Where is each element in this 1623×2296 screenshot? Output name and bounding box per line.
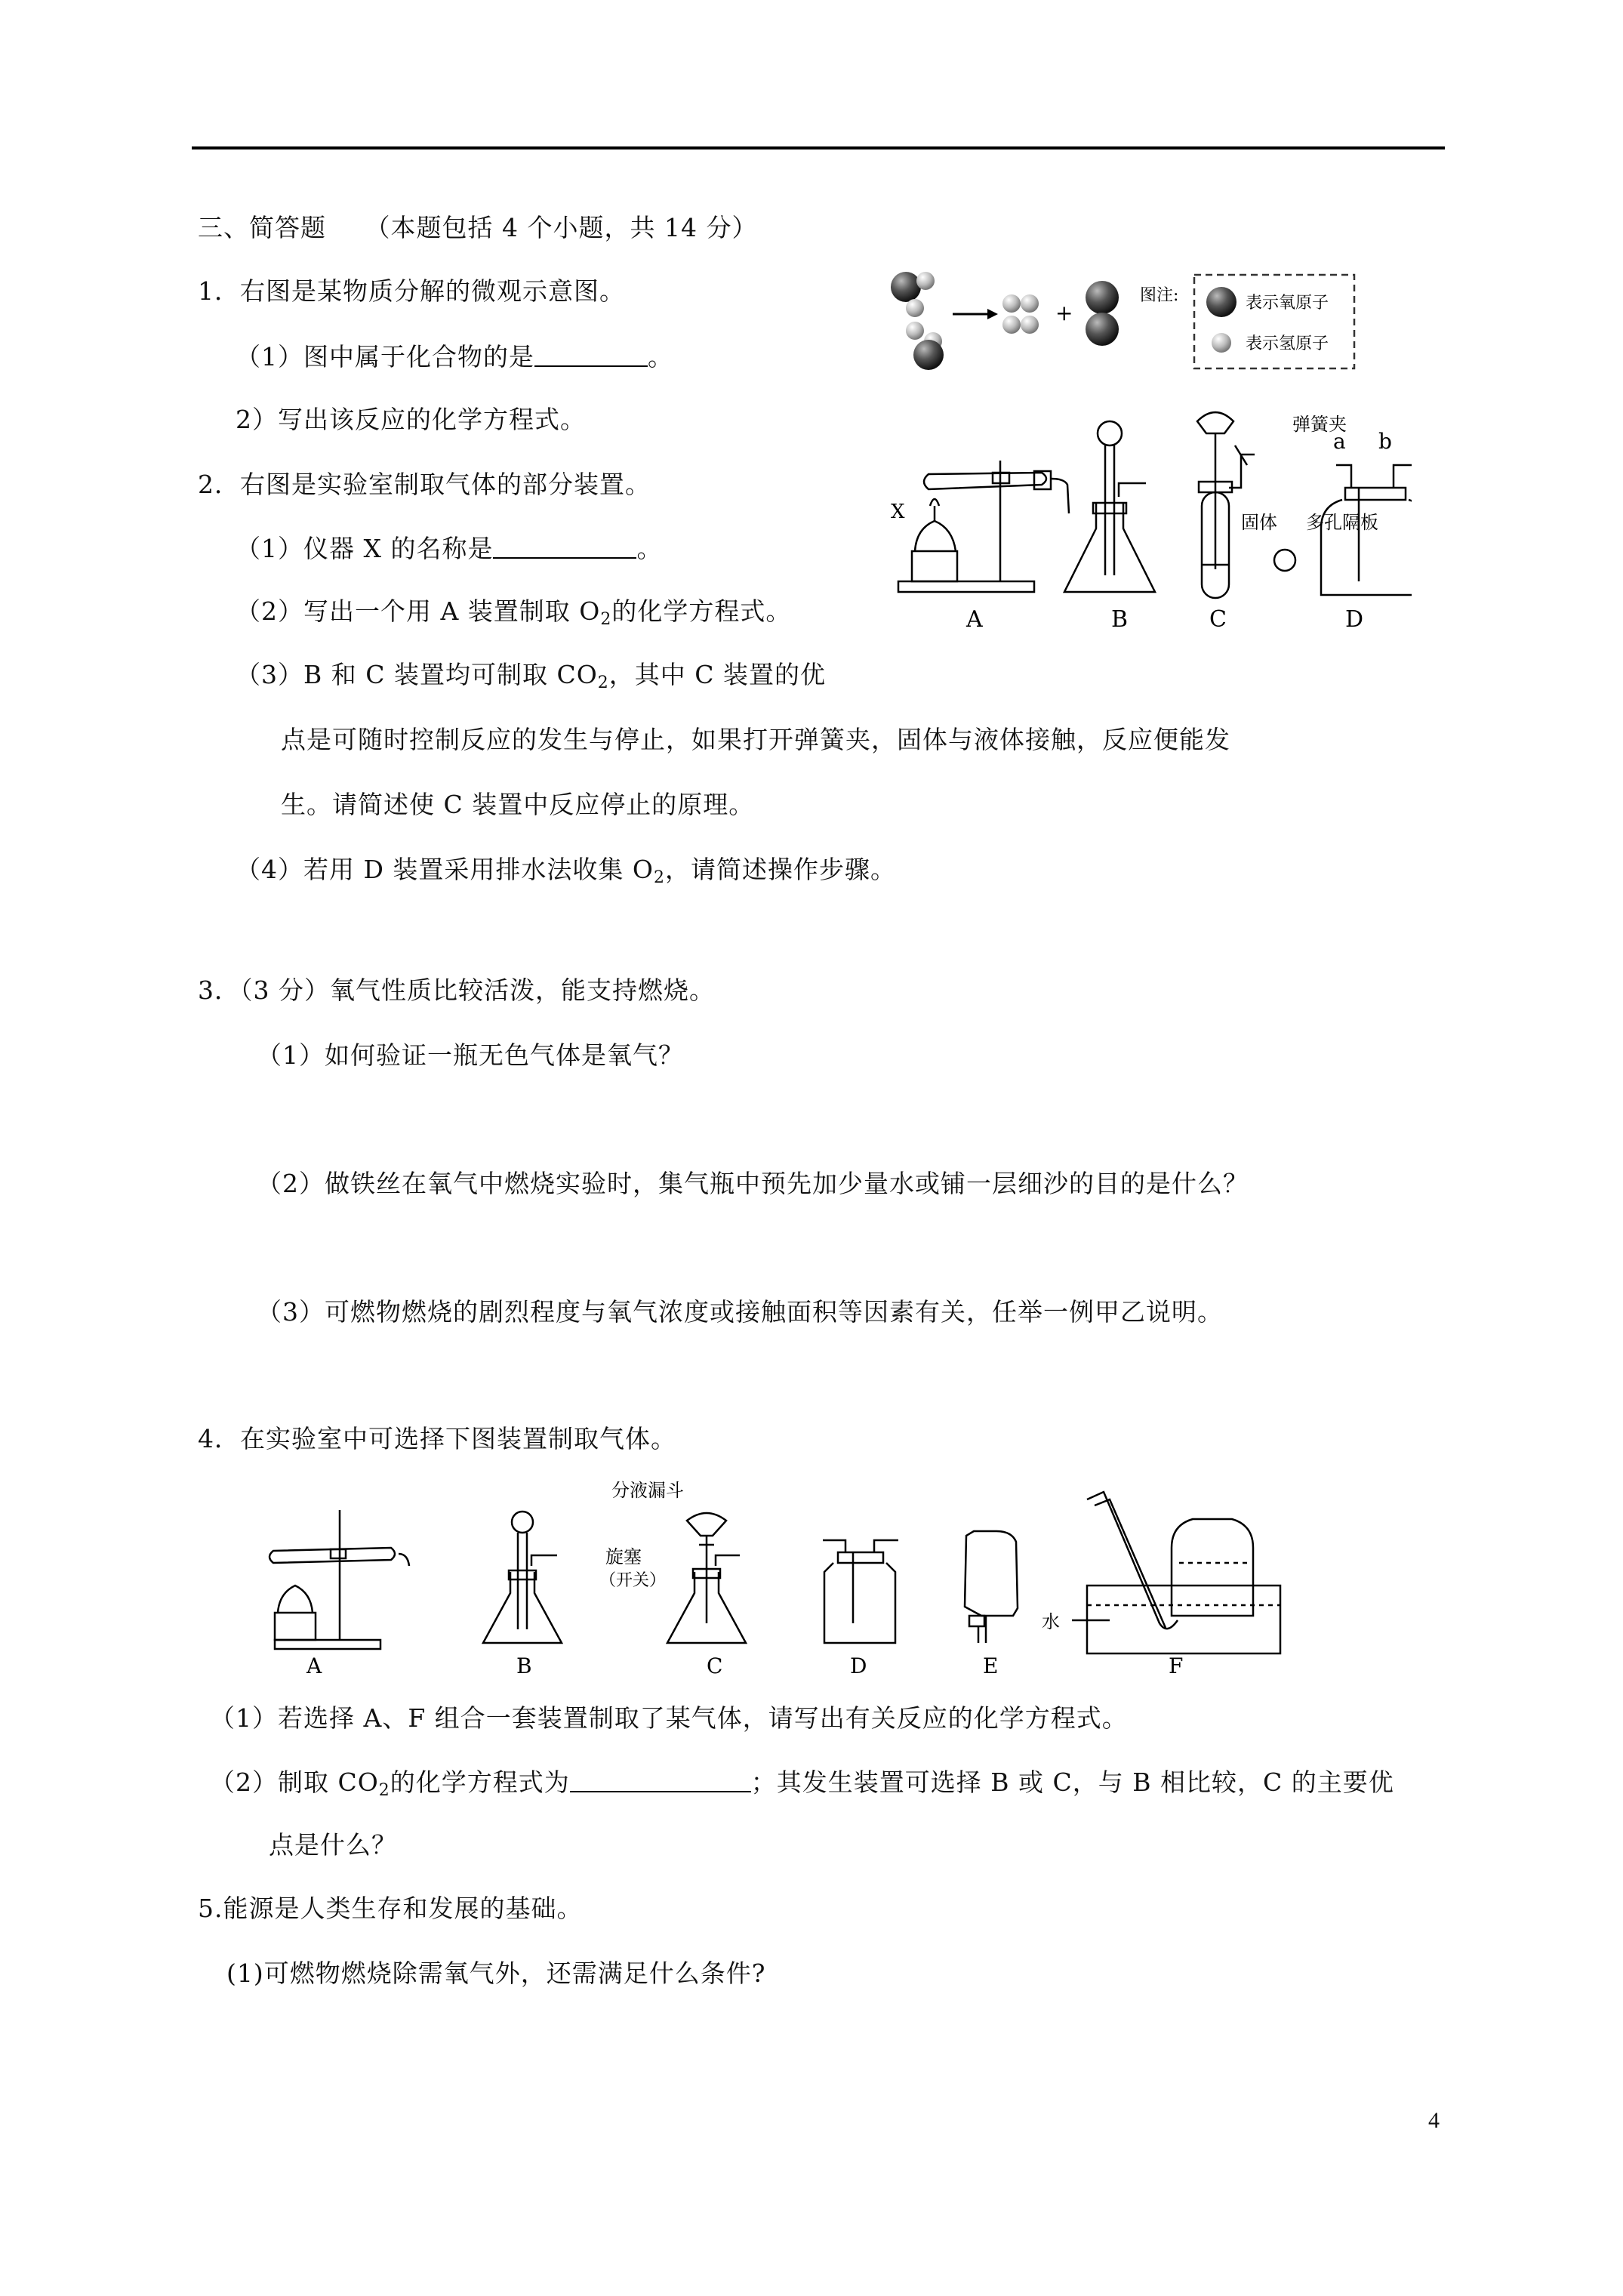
label-c: C [707, 1653, 723, 1676]
q4-part2-sub: 2 [378, 1781, 390, 1800]
q4-stem: 4．在实验室中可选择下图装置制取气体。 [198, 1424, 676, 1453]
q1-part2: 2）写出该反应的化学方程式。 [236, 405, 586, 434]
oxygen-molecule [1086, 281, 1119, 346]
plus-sign: + [1055, 300, 1073, 325]
label-a: A [966, 606, 983, 633]
q2-part3-sub: 2 [597, 673, 609, 692]
q3-stem: 3．（3 分）氧气性质比较活泼，能支持燃烧。 [198, 975, 715, 1005]
q2-part3-text: （3）B 和 C 装置均可制取 CO [236, 660, 598, 689]
apparatus-a [269, 1510, 409, 1649]
label-b: B [1111, 606, 1129, 633]
q2-part1 [236, 532, 662, 566]
q2-part4-sub: 2 [653, 868, 665, 887]
q2-part2 [236, 595, 791, 636]
q3-part1: （1）如何验证一瓶无色气体是氧气？ [257, 1040, 684, 1070]
q4-part2-text: （2）制取 CO [210, 1767, 379, 1797]
gas-apparatus-figure-abcd [883, 400, 1412, 642]
q2-part2-end: 的化学方程式。 [611, 596, 792, 626]
label-water: 水 [1042, 1611, 1060, 1632]
q2-part2-text: （2）写出一个用 A 装置制取 O [236, 596, 601, 626]
apparatus-e [965, 1531, 1018, 1643]
q2-part3 [236, 658, 826, 700]
apparatus-a [898, 461, 1069, 592]
q1-part1-text: （1）图中属于化合物的是 [236, 342, 534, 371]
apparatus-c [1197, 412, 1295, 598]
q2-part3-line3: 生。请简述使 C 装置中反应停止的原理。 [281, 790, 755, 819]
label-b: B [516, 1653, 532, 1676]
label-e: E [983, 1653, 999, 1676]
q1-part1 [236, 340, 673, 374]
label-port-a: a [1333, 429, 1346, 454]
q2-part3-line2: 点是可随时控制反应的发生与停止，如果打开弹簧夹，固体与液体接触，反应便能发 [281, 725, 1230, 754]
label-d: D [850, 1653, 867, 1676]
oxygen-atom-legend-icon [1206, 287, 1236, 317]
section-heading [198, 211, 757, 245]
q5-part1: (1)可燃物燃烧除需氧气外，还需满足什么条件? [226, 1959, 766, 1988]
label-f: F [1169, 1653, 1184, 1676]
apparatus-d [823, 1540, 898, 1643]
apparatus-f [1072, 1492, 1280, 1653]
label-x: X [891, 501, 905, 523]
label-c: C [1209, 606, 1227, 633]
legend-hydrogen: 表示氢原子 [1246, 334, 1329, 353]
apparatus-c [667, 1513, 746, 1643]
apparatus-b [483, 1512, 562, 1643]
label-solid: 固体 [1241, 512, 1277, 533]
q4-part2-end: ；其发生装置可选择 B 或 C，与 B 相比较，C 的主要优 [750, 1767, 1394, 1797]
apparatus-b [1064, 421, 1155, 592]
label-a: A [306, 1653, 322, 1676]
q3-part3: （3）可燃物燃烧的剧烈程度与氧气浓度或接触面积等因素有关，任举一例甲乙说明。 [257, 1297, 1223, 1327]
q1-part1-end: 。 [648, 342, 673, 371]
label-port-b: b [1378, 429, 1392, 454]
gas-apparatus-figure-abcdef [257, 1472, 1329, 1676]
q4-part2 [210, 1765, 1394, 1808]
q1-part1-blank[interactable] [534, 340, 648, 367]
q2-part1-end: 。 [636, 534, 663, 563]
q2-part4 [236, 853, 896, 895]
q2-part1-blank[interactable] [493, 532, 636, 559]
q1-stem: 1．右图是某物质分解的微观示意图。 [198, 276, 625, 306]
q4-part2-line2: 点是什么？ [269, 1830, 397, 1860]
label-porous-plate: 多孔隔板 [1306, 512, 1378, 533]
label-d: D [1345, 606, 1364, 633]
q2-part1-text: （1）仪器 X 的名称是 [236, 534, 494, 563]
q4-part2-mid: 的化学方程式为 [390, 1767, 570, 1797]
label-stopcock: 旋塞 [605, 1546, 642, 1567]
section-note: （本题包括 4 个小题，共 14 分） [365, 213, 758, 242]
legend-title: 图注: [1140, 286, 1179, 305]
hydrogen-atom-legend-icon [1212, 333, 1231, 353]
label-spring-clip: 弹簧夹 [1292, 414, 1347, 435]
q2-stem: 2．右图是实验室制取气体的部分装置。 [198, 470, 651, 499]
q2-part2-sub: 2 [600, 610, 612, 629]
q2-part4-end: ，请简述操作步骤。 [664, 855, 896, 884]
molecule-decomposition-figure [883, 264, 1366, 378]
label-separatory-funnel: 分液漏斗 [611, 1480, 684, 1501]
q2-part4-text: （4）若用 D 装置采用排水法收集 O [236, 855, 654, 884]
reaction-arrow [953, 309, 998, 319]
q4-part2-blank[interactable] [570, 1765, 751, 1792]
legend-oxygen: 表示氧原子 [1246, 294, 1329, 313]
page-number: 4 [1428, 2108, 1440, 2133]
q4-part1: （1）若选择 A、F 组合一套装置制取了某气体，请写出有关反应的化学方程式。 [210, 1703, 1128, 1733]
label-switch: （开关） [599, 1571, 667, 1590]
reactant-molecules [891, 272, 944, 370]
hydrogen-molecules [1002, 294, 1039, 334]
q3-part2: （2）做铁丝在氧气中燃烧实验时，集气瓶中预先加少量水或铺一层细沙的目的是什么？ [257, 1169, 1249, 1198]
q2-part3-end: ，其中 C 装置的优 [608, 660, 826, 689]
q5-stem: 5.能源是人类生存和发展的基础。 [198, 1894, 583, 1923]
section-title: 三、简答题 [198, 213, 326, 242]
header-rule [192, 146, 1445, 149]
